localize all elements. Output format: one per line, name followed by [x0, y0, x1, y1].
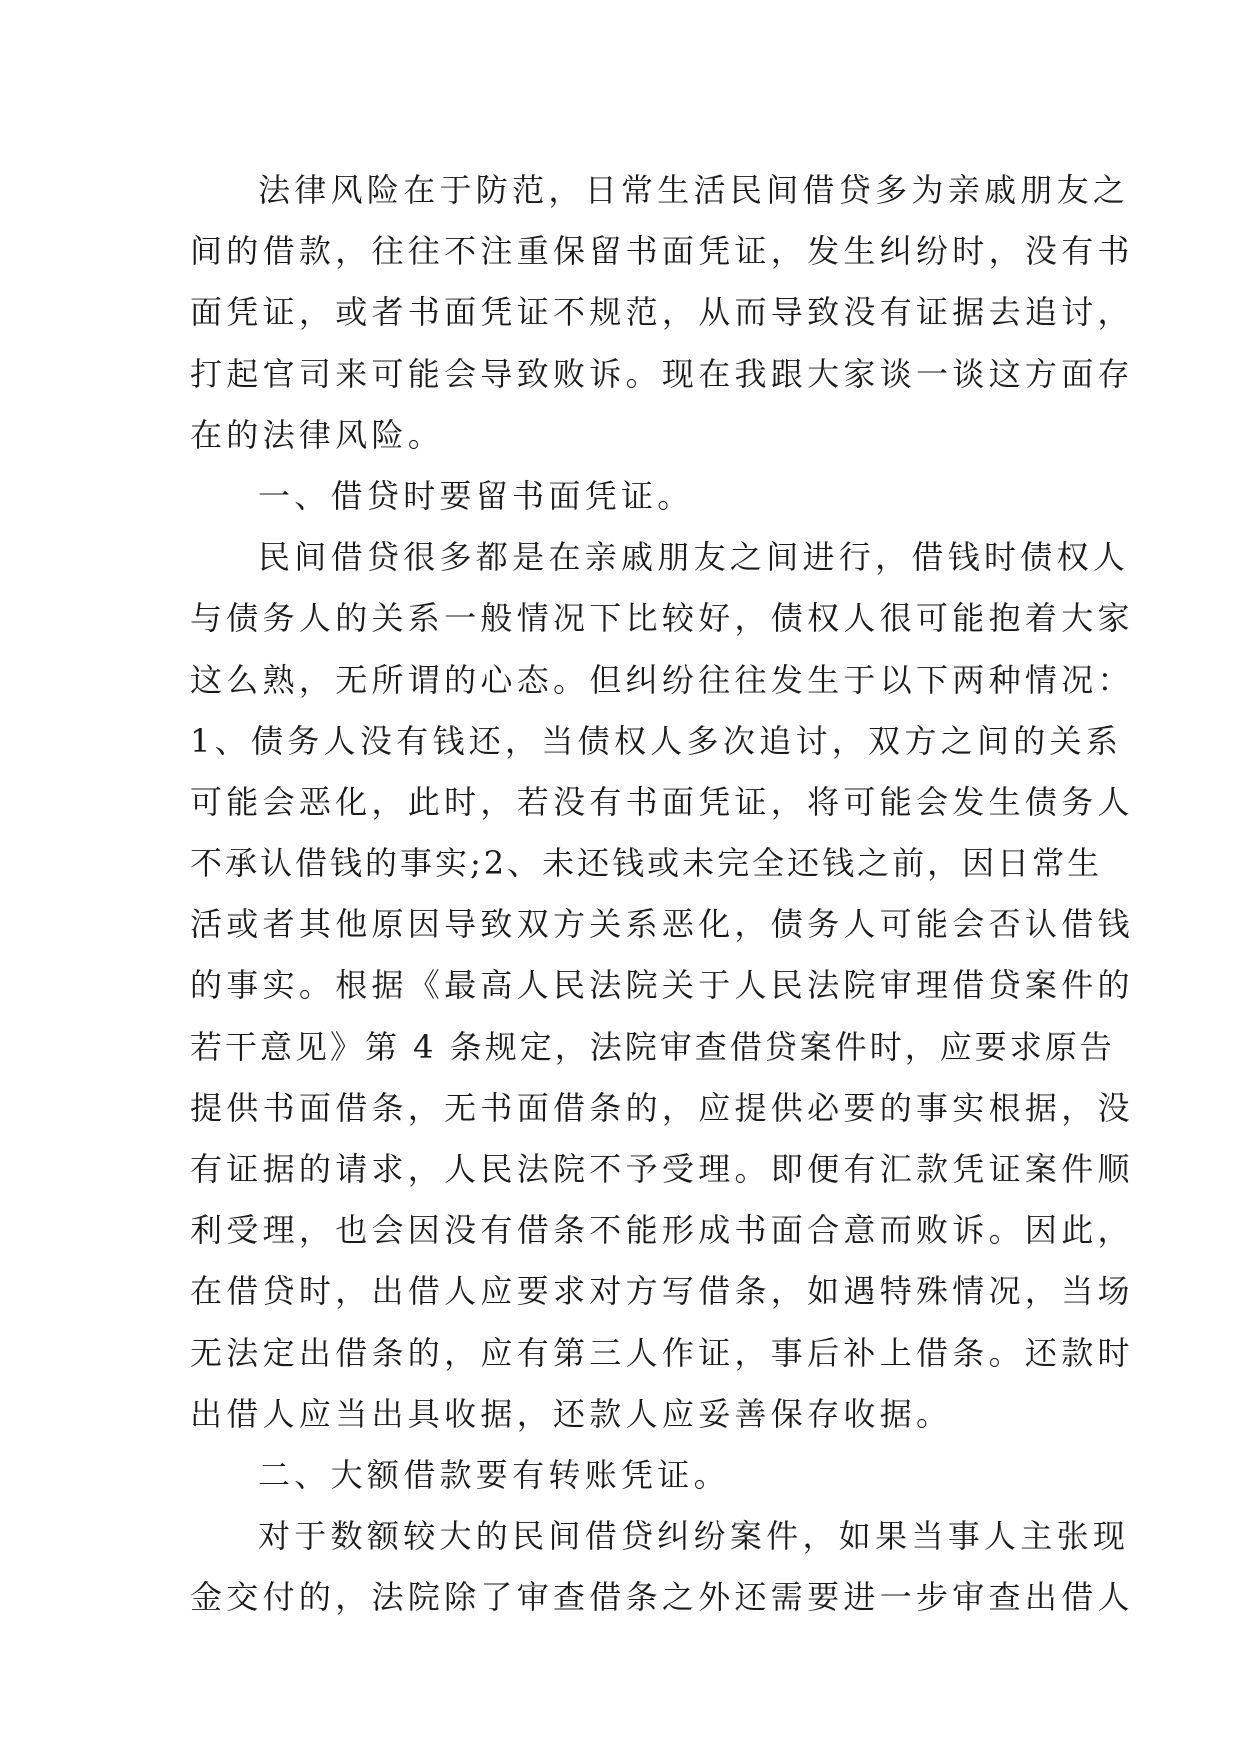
text-line: 这么熟，无所谓的心态。但纠纷往往发生于以下两种情况： — [190, 660, 1134, 699]
text-line: 有证据的请求，人民法院不予受理。即便有汇款凭证案件顺 — [190, 1150, 1134, 1188]
document-body — [190, 160, 1134, 1629]
text-line: 在借贷时，出借人应要求对方写借条，如遇特殊情况，当场 — [190, 1272, 1134, 1311]
text-line: 无法定出借条的，应有第三人作证，事后补上借条。还款时 — [190, 1333, 1134, 1372]
text-line: 打起官司来可能会导致败诉。现在我跟大家谈一谈这方面存 — [190, 354, 1134, 393]
text-line: 金交付的，法院除了审查借条之外还需要进一步审查出借人 — [190, 1578, 1134, 1617]
text-line: 活或者其他原因导致双方关系恶化，债务人可能会否认借钱 — [190, 905, 1134, 944]
text-line: 可能会恶化，此时，若没有书面凭证，将可能会发生债务人 — [190, 782, 1134, 821]
text-line: 出借人应当出具收据，还款人应妥善保存收据。 — [190, 1394, 953, 1433]
text-line: 法律风险在于防范，日常生活民间借贷多为亲戚朋友之 — [258, 171, 1130, 209]
text-line: 1、债务人没有钱还，当债权人多次追讨，双方之间的关系 — [190, 721, 1123, 760]
text-line: 民间借贷很多都是在亲戚朋友之间进行，借钱时债权人 — [258, 538, 1130, 577]
text-line: 不承认借钱的事实;2、未还钱或未完全还钱之前，因日常生 — [190, 844, 1103, 883]
text-line: 利受理，也会因没有借条不能形成书面合意而败诉。因此， — [190, 1211, 1134, 1250]
section-heading-2: 二、大额借款要有转账凭证。 — [258, 1455, 730, 1494]
text-line: 对于数额较大的民间借贷纠纷案件，如果当事人主张现 — [258, 1517, 1130, 1556]
text-line: 的事实。根据《最高人民法院关于人民法院审理借贷案件的 — [190, 966, 1134, 1005]
text-line: 在的法律风险。 — [190, 415, 445, 454]
text-line: 与债务人的关系一般情况下比较好，债权人很可能抱着大家 — [190, 599, 1134, 638]
text-line: 面凭证，或者书面凭证不规范，从而导致没有证据去追讨， — [190, 293, 1134, 332]
text-line: 若干意见》第 4 条规定，法院审查借贷案件时，应要求原告 — [190, 1027, 1115, 1066]
text-line: 间的借款，往往不注重保留书面凭证，发生纠纷时，没有书 — [190, 232, 1134, 271]
text-line: 提供书面借条，无书面借条的，应提供必要的事实根据，没 — [190, 1088, 1134, 1127]
section-heading-1: 一、借贷时要留书面凭证。 — [258, 476, 694, 515]
